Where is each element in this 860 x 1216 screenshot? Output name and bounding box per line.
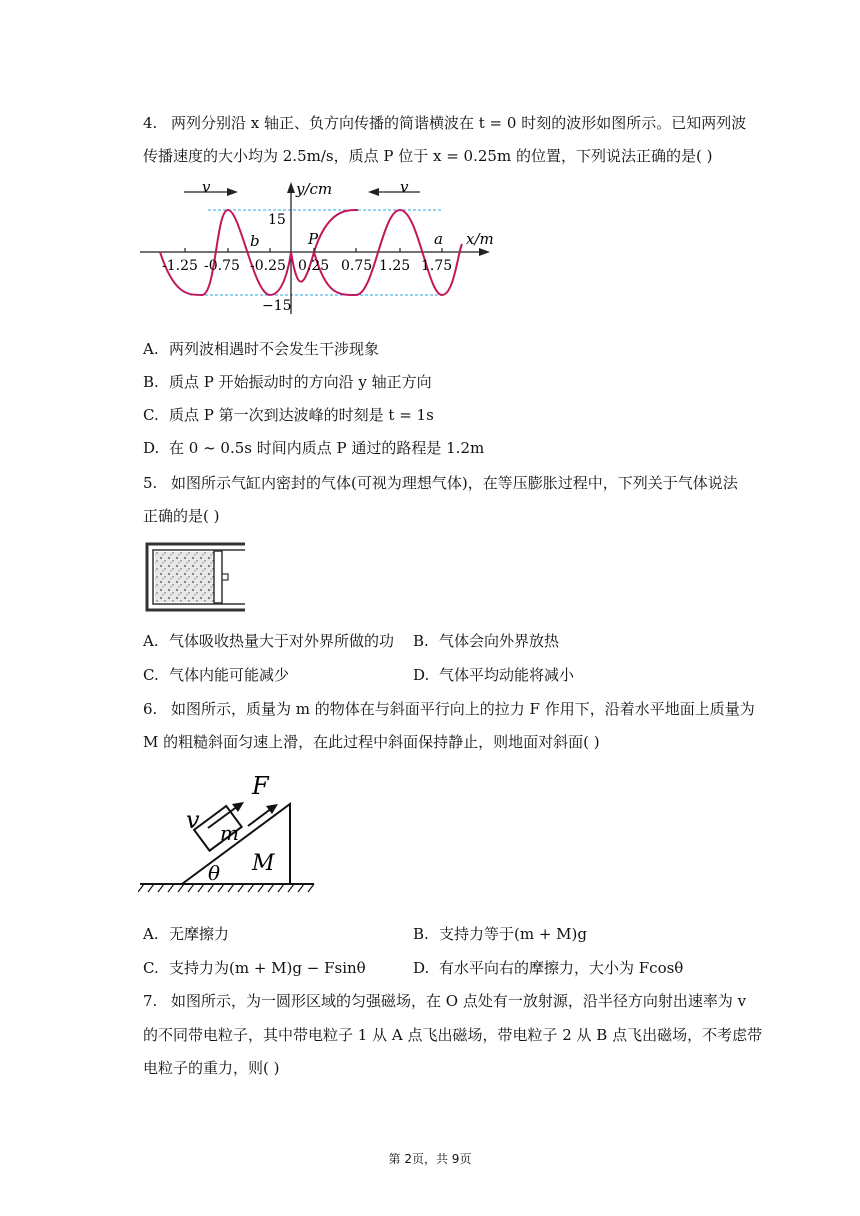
q4-option-d[interactable]	[143, 437, 484, 458]
point-b-label: b	[250, 232, 260, 250]
q7-stem-1: 如图所示，为一圆形区域的匀强磁场，在 O 点处有一放射源，沿半径方向射出速率为 v	[171, 992, 747, 1010]
force-label: F	[252, 772, 269, 800]
x-axis-arrow	[479, 248, 490, 256]
q5-line-1	[143, 472, 738, 493]
tick-label: -0.25	[250, 258, 286, 274]
q4-option-b[interactable]	[143, 371, 432, 392]
option-label: A.	[143, 925, 159, 943]
v-arrowhead-left	[227, 188, 238, 196]
q6-option-d[interactable]	[413, 957, 683, 978]
q4-stem-1: 两列分别沿 x 轴正、负方向传播的简谐横波在 t = 0 时刻的波形如图所示。已知两列波	[171, 114, 747, 132]
option-label: A.	[143, 632, 159, 650]
option-label: C.	[143, 406, 159, 424]
option-text: 两列波相遇时不会发生干涉现象	[169, 340, 380, 358]
option-label: C.	[143, 959, 159, 977]
option-label: D.	[143, 439, 160, 457]
ground-hatch	[138, 884, 314, 892]
v-label-right: v	[400, 178, 409, 196]
velocity-arrowhead	[232, 802, 244, 812]
incline-figure	[138, 770, 318, 894]
x-axis-label: x/m	[466, 230, 494, 248]
option-label: B.	[413, 925, 429, 943]
amplitude-pos-label: 15	[268, 212, 286, 228]
q6-option-c[interactable]	[143, 957, 366, 978]
q7-stem-2: 的不同带电粒子，其中带电粒子 1 从 A 点飞出磁场，带电粒子 2 从 B 点飞出磁场，不考虑带	[143, 1026, 763, 1044]
q7-number: 7.	[143, 992, 158, 1010]
cylinder-figure	[143, 540, 249, 614]
incline-label: M	[252, 851, 275, 876]
q5-option-a[interactable]	[143, 630, 394, 651]
option-text: 气体平均动能将减小	[439, 666, 575, 684]
tick-label: 1.25	[379, 258, 411, 274]
q5-option-d[interactable]	[413, 664, 574, 685]
block-label: m	[220, 821, 239, 845]
q5-option-b[interactable]	[413, 630, 559, 651]
page-footer: 第 2页，共 9页	[388, 1152, 472, 1166]
q7-stem-3: 电粒子的重力，则( )	[143, 1059, 280, 1077]
option-text: 气体内能可能减少	[169, 666, 290, 684]
force-arrowhead	[266, 804, 278, 814]
option-text: 气体吸收热量大于对外界所做的功	[169, 632, 395, 650]
option-text: 有水平向右的摩擦力，大小为 Fcosθ	[439, 959, 684, 977]
option-text: 支持力等于(m + M)g	[439, 925, 587, 943]
q5-stem-1: 如图所示气缸内密封的气体(可视为理想气体)，在等压膨胀过程中，下列关于气体说法	[171, 474, 738, 492]
piston-rod	[222, 574, 228, 580]
option-label: B.	[413, 632, 429, 650]
q4-number: 4.	[143, 114, 158, 132]
option-label: C.	[143, 666, 159, 684]
option-text: 在 0 ~ 0.5s 时间内质点 P 通过的路程是 1.2m	[169, 439, 485, 457]
option-text: 质点 P 开始振动时的方向沿 y 轴正方向	[169, 373, 432, 391]
v-arrowhead-right	[368, 188, 379, 196]
q6-line-1	[143, 698, 755, 719]
piston	[214, 551, 222, 603]
option-text: 质点 P 第一次到达波峰的时刻是 t = 1s	[169, 406, 434, 424]
gas-region	[155, 552, 214, 602]
q5-option-c[interactable]	[143, 664, 289, 685]
angle-label: θ	[208, 861, 221, 885]
q6-stem-1: 如图所示，质量为 m 的物体在与斜面平行向上的拉力 F 作用下，沿着水平地面上质量为	[171, 700, 755, 718]
tick-label: 0.75	[341, 258, 373, 274]
option-text: 气体会向外界放热	[439, 632, 560, 650]
option-label: D.	[413, 959, 430, 977]
point-a-label: a	[434, 230, 443, 248]
tick-label: -0.75	[204, 258, 240, 274]
point-P-label: P	[308, 230, 319, 248]
q6-number: 6.	[143, 700, 158, 718]
q6-option-b[interactable]	[413, 923, 587, 944]
tick-label: 0.25	[298, 258, 330, 274]
q7-line-1	[143, 990, 746, 1011]
tick-label: 1.75	[421, 258, 453, 274]
amplitude-neg-label: −15	[262, 298, 292, 314]
option-text: 无摩擦力	[169, 925, 230, 943]
option-text: 支持力为(m + M)g − Fsinθ	[169, 959, 366, 977]
q6-stem-2: M 的粗糙斜面匀速上滑，在此过程中斜面保持静止，则地面对斜面( )	[143, 733, 600, 751]
q4-option-a[interactable]	[143, 338, 379, 359]
q4-stem-2: 传播速度的大小均为 2.5m/s，质点 P 位于 x = 0.25m 的位置，下列说法正确的是( )	[143, 147, 713, 165]
option-label: B.	[143, 373, 159, 391]
q4-line-1	[143, 112, 746, 133]
q6-option-a[interactable]	[143, 923, 229, 944]
velocity-label: v	[186, 806, 200, 834]
v-label-left: v	[202, 178, 211, 196]
option-label: D.	[413, 666, 430, 684]
tick-label: -1.25	[162, 258, 198, 274]
q5-stem-2: 正确的是( )	[143, 507, 220, 525]
q4-option-c[interactable]	[143, 404, 434, 425]
q5-number: 5.	[143, 474, 158, 492]
y-axis-label: y/cm	[296, 180, 333, 198]
option-label: A.	[143, 340, 159, 358]
y-axis-arrow	[287, 182, 295, 193]
wave-figure	[138, 178, 498, 318]
